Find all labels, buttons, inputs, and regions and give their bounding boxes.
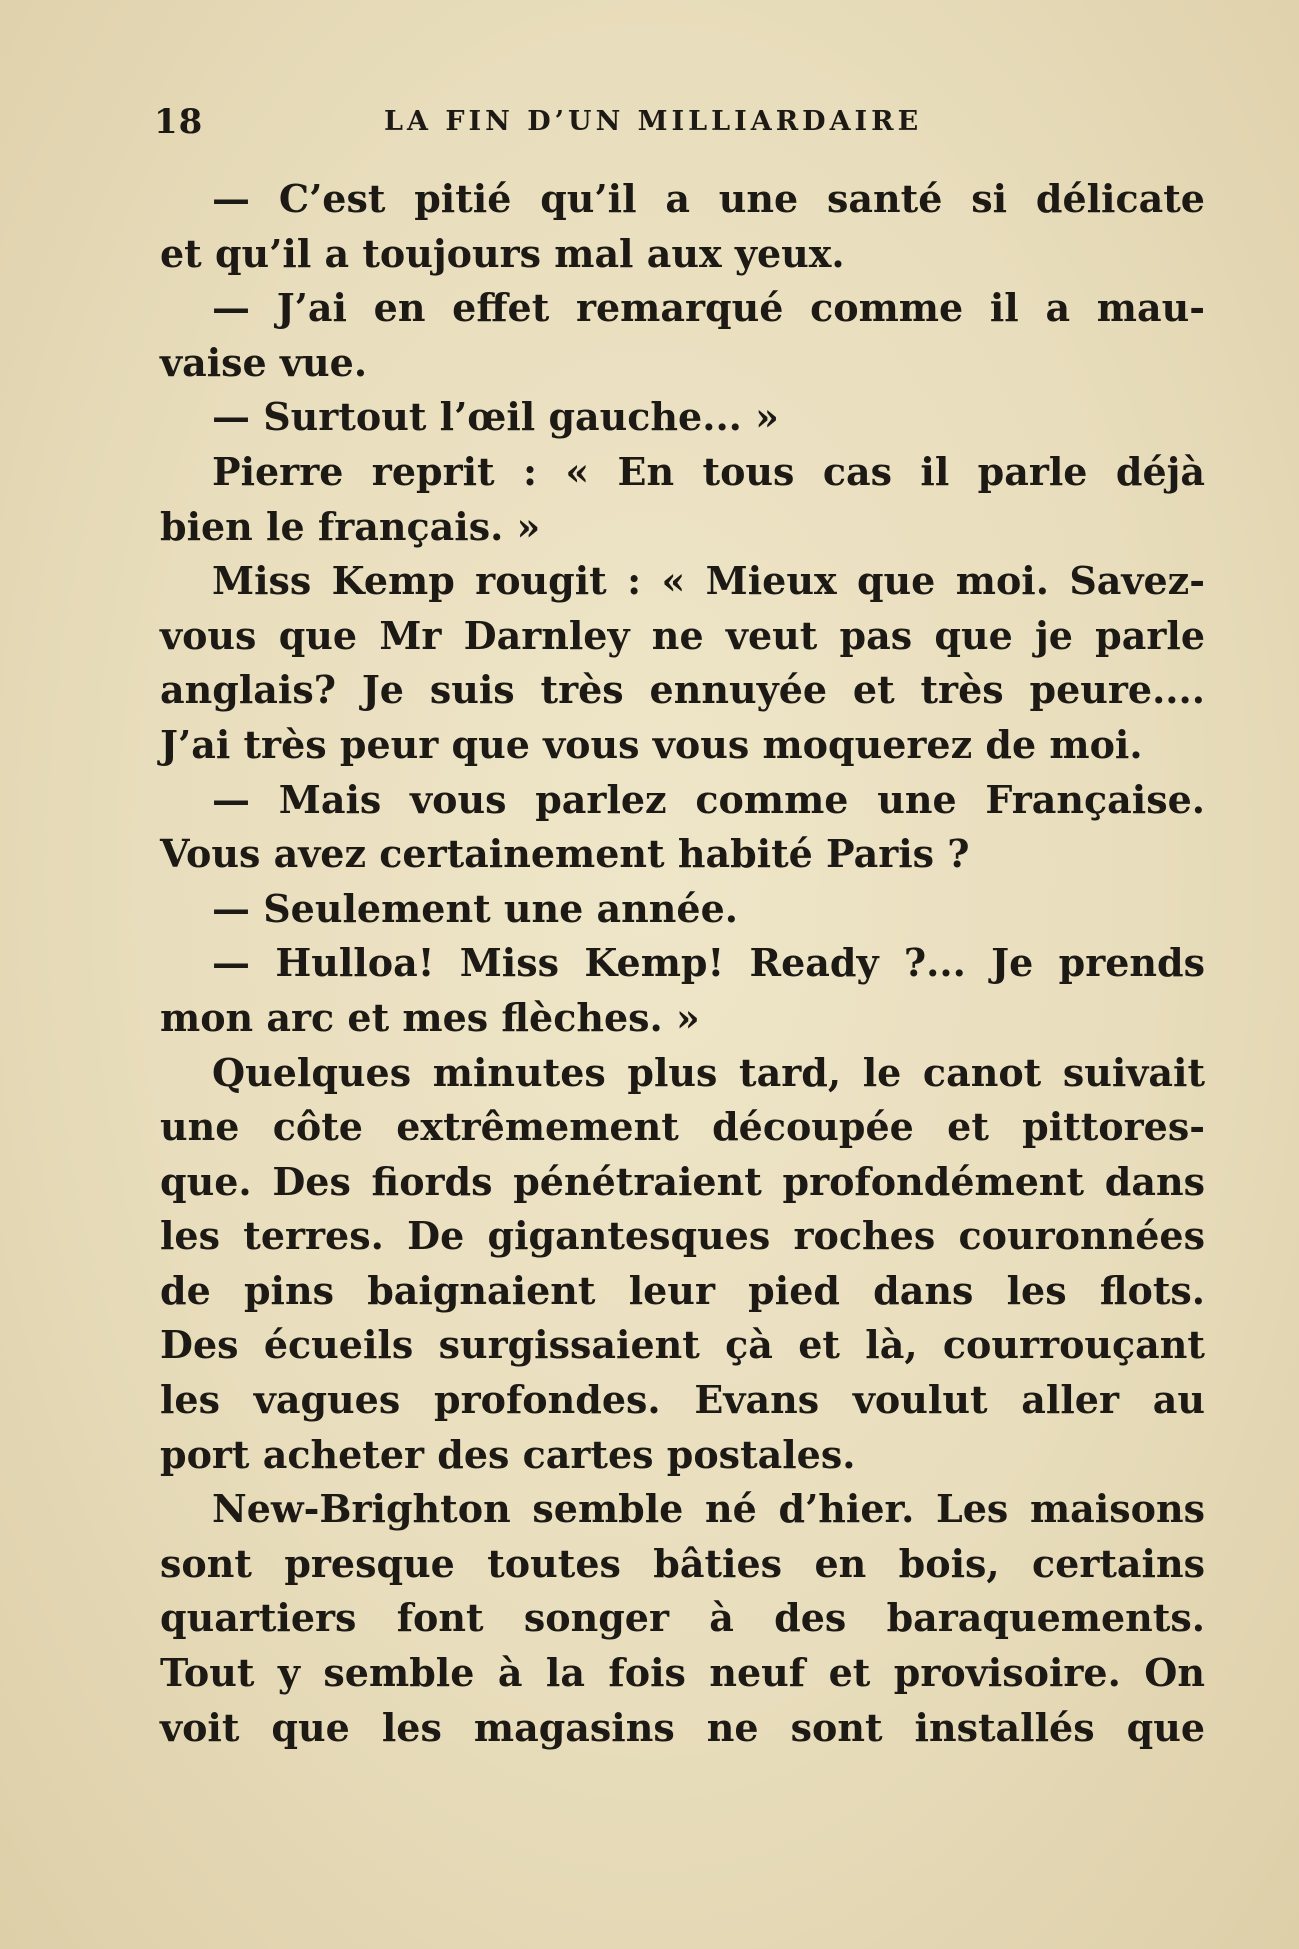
- text-line: — Seulement une année.: [212, 885, 739, 931]
- text-line: et qu’il a toujours mal aux yeux.: [160, 230, 845, 276]
- text-line: — C’est pitié qu’il a une santé si délicate: [212, 176, 1205, 221]
- text-line: — Surtout l’œil gauche... »: [212, 394, 779, 440]
- text-line: que. Des fiords pénétraient profondément dans: [160, 1158, 1205, 1204]
- text-line: — Mais vous parlez comme une Française.: [212, 776, 1205, 822]
- body-text: [160, 172, 1205, 1755]
- text-line: — Hulloa! Miss Kemp! Ready ?... Je prends: [212, 940, 1205, 986]
- page-number: 18: [154, 102, 204, 142]
- text-line: Vous avez certainement habité Paris ?: [160, 831, 970, 877]
- text-line: — J’ai en effet remarqué comme il a mau-: [212, 285, 1205, 331]
- page-header: [154, 102, 1204, 152]
- text-line: bien le français. »: [160, 503, 541, 549]
- text-line: les vagues profondes. Evans voulut aller au: [160, 1377, 1205, 1423]
- text-line: quartiers font songer à des baraquements.: [160, 1595, 1205, 1641]
- running-title: LA FIN D’UN MILLIARDAIRE: [384, 106, 923, 137]
- text-line: J’ai très peur que vous vous moquerez de moi.: [160, 721, 1143, 767]
- text-line: une côte extrêmement découpée et pittores-: [160, 1104, 1205, 1150]
- text-line: New-Brighton semble né d’hier. Les maisons: [212, 1486, 1205, 1532]
- text-line: voit que les magasins ne sont installés que: [160, 1704, 1205, 1750]
- text-line: de pins baignaient leur pied dans les flots.: [160, 1267, 1205, 1313]
- text-line: mon arc et mes flèches. »: [160, 994, 700, 1040]
- text-line: Miss Kemp rougit : « Mieux que moi. Savez-: [212, 558, 1205, 604]
- text-line: Des écueils surgissaient çà et là, courrouçant: [160, 1322, 1205, 1368]
- text-line: port acheter des cartes postales.: [160, 1431, 856, 1477]
- text-line: Quelques minutes plus tard, le canot suivait: [212, 1049, 1205, 1095]
- text-line: les terres. De gigantesques roches couronnées: [160, 1213, 1205, 1259]
- text-line: vaise vue.: [160, 339, 368, 385]
- text-line: anglais? Je suis très ennuyée et très peure....: [160, 667, 1205, 713]
- text-line: Pierre reprit : « En tous cas il parle déjà: [212, 448, 1205, 494]
- text-line: Tout y semble à la fois neuf et provisoire. On: [160, 1650, 1205, 1696]
- text-line: vous que Mr Darnley ne veut pas que je parle: [160, 612, 1205, 658]
- text-line: sont presque toutes bâties en bois, certains: [160, 1540, 1205, 1586]
